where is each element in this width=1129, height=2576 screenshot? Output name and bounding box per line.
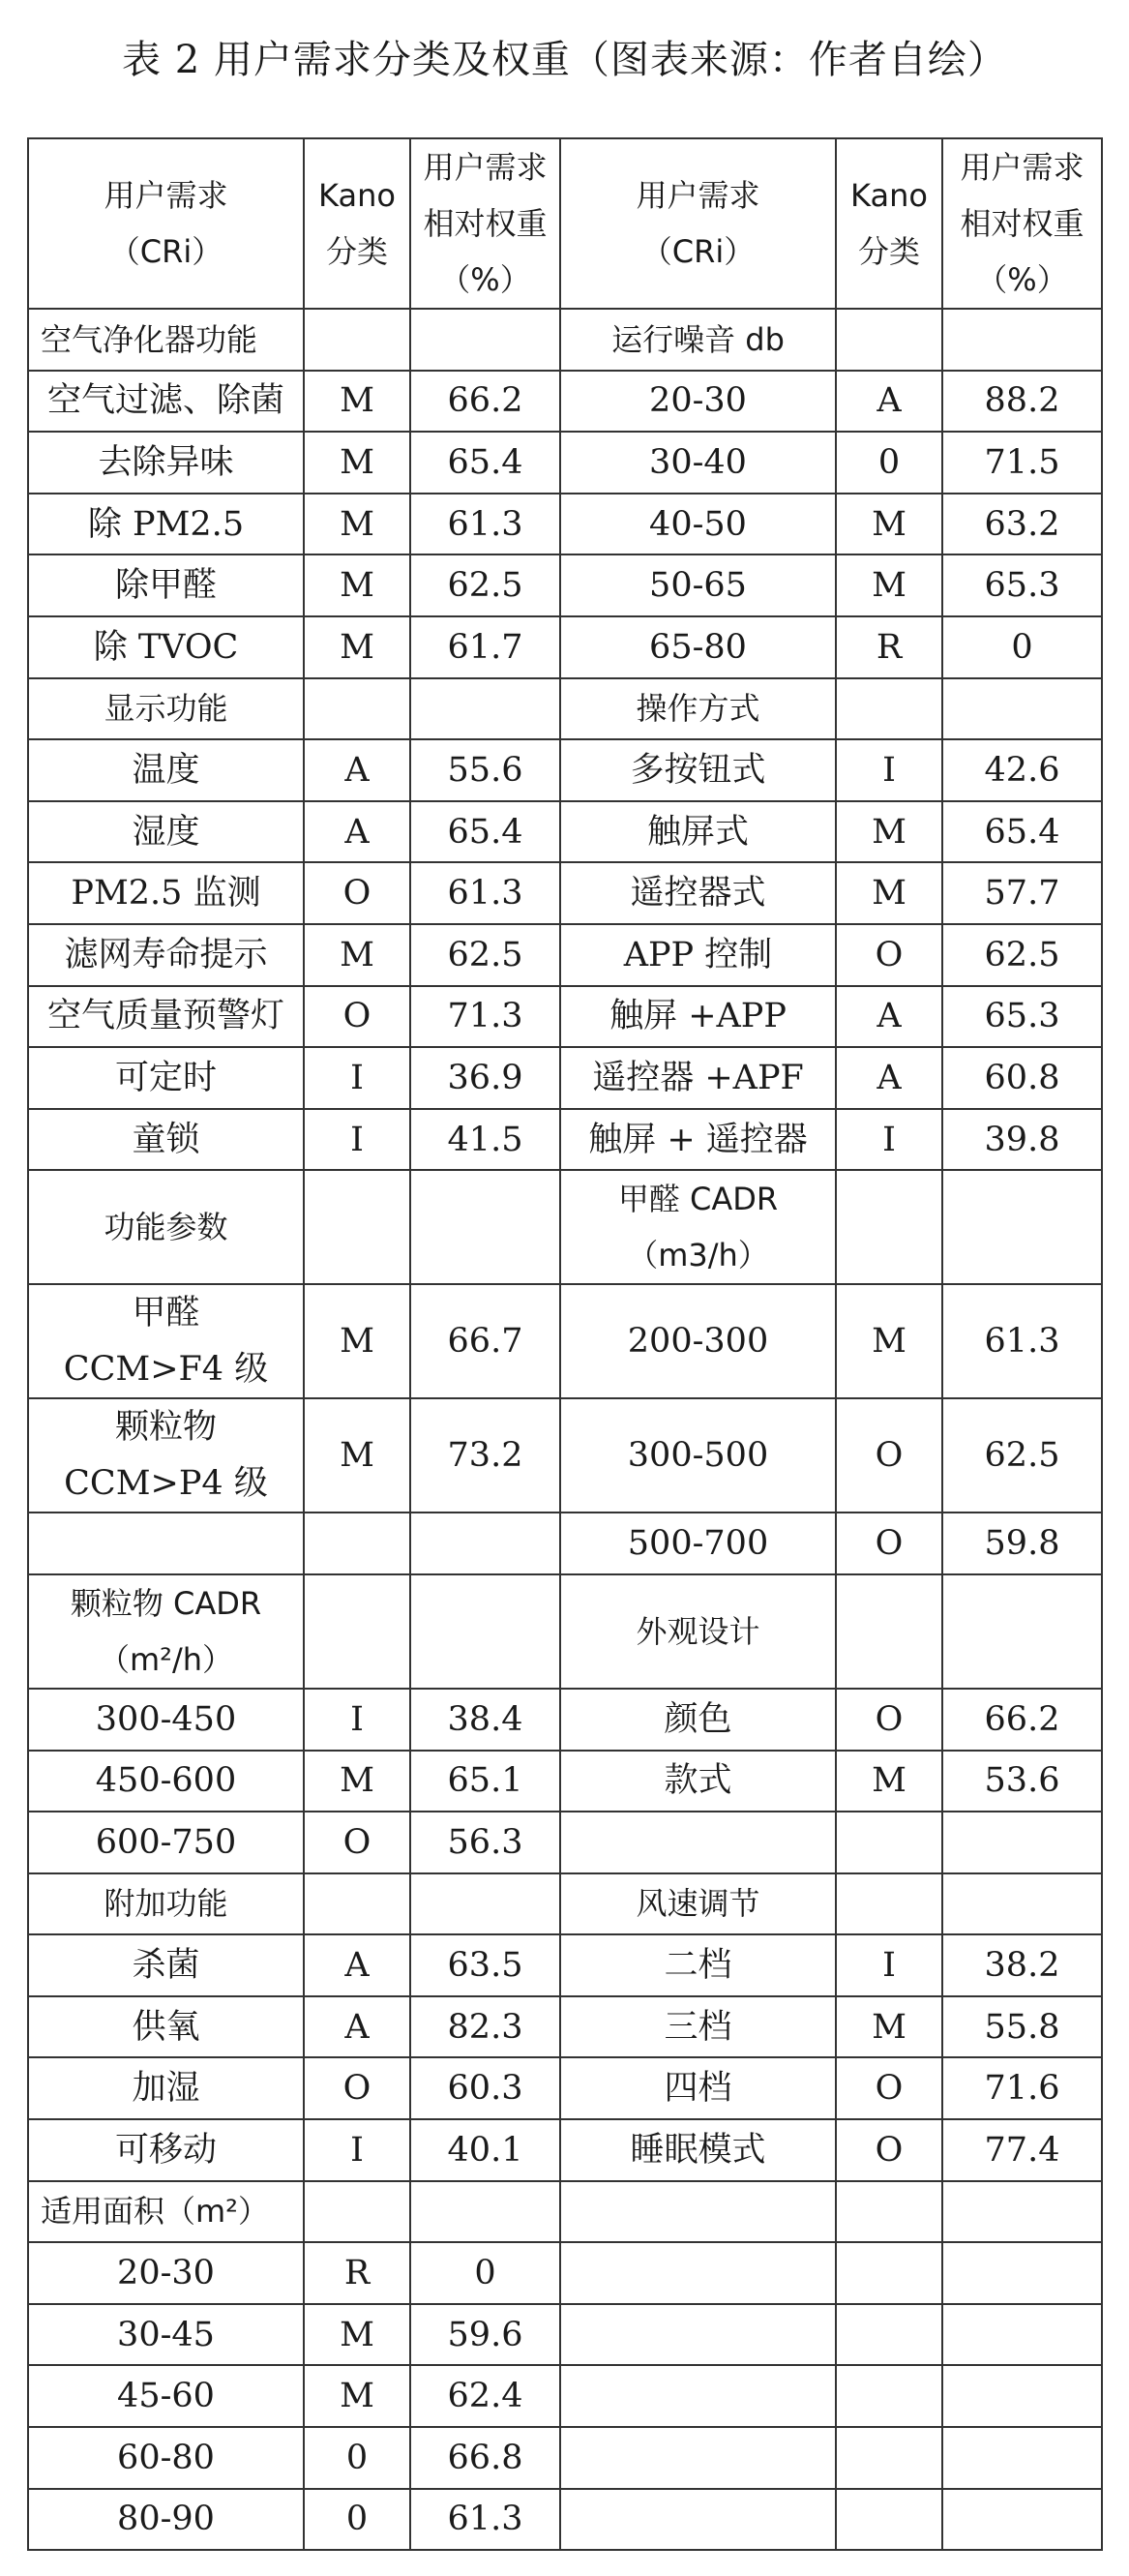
table-cell: M bbox=[836, 801, 942, 863]
table-cell: 颜色 bbox=[560, 1689, 836, 1751]
table-cell: 加湿 bbox=[28, 2057, 304, 2119]
table-cell: R bbox=[836, 616, 942, 678]
table-row bbox=[28, 801, 1102, 863]
table-cell bbox=[836, 1170, 942, 1284]
table-cell: M bbox=[836, 862, 942, 924]
table-cell: 73.2 bbox=[410, 1398, 560, 1513]
table-cell bbox=[942, 678, 1102, 740]
table-cell: I bbox=[836, 739, 942, 801]
table-row bbox=[28, 2427, 1102, 2489]
table-row bbox=[28, 1996, 1102, 2058]
table-cell: 66.2 bbox=[410, 371, 560, 433]
table-cell bbox=[304, 309, 410, 371]
table-cell: 53.6 bbox=[942, 1751, 1102, 1812]
table-cell: 睡眠模式 bbox=[560, 2119, 836, 2181]
table-cell bbox=[836, 1873, 942, 1935]
table-row bbox=[28, 1812, 1102, 1873]
table-cell: 空气过滤、除菌 bbox=[28, 371, 304, 433]
table-cell: 二档 bbox=[560, 1934, 836, 1996]
table-cell: 三档 bbox=[560, 1996, 836, 2058]
user-needs-kano-table bbox=[27, 137, 1103, 2551]
table-cell: 55.8 bbox=[942, 1996, 1102, 2058]
header-kano: Kano 分类 bbox=[836, 138, 942, 309]
table-cell: 71.5 bbox=[942, 432, 1102, 494]
table-cell: A bbox=[304, 1934, 410, 1996]
table-cell: 除 TVOC bbox=[28, 616, 304, 678]
table-cell: 65-80 bbox=[560, 616, 836, 678]
category-cell: 操作方式 bbox=[560, 678, 836, 740]
table-cell: 55.6 bbox=[410, 739, 560, 801]
table-cell bbox=[410, 2181, 560, 2243]
table-cell: O bbox=[836, 2057, 942, 2119]
table-cell: 65.4 bbox=[942, 801, 1102, 863]
table-cell: 0 bbox=[304, 2427, 410, 2489]
table-row bbox=[28, 371, 1102, 433]
table-cell bbox=[942, 309, 1102, 371]
table-cell bbox=[410, 309, 560, 371]
header-requirement: 用户需求 （CRi） bbox=[28, 138, 304, 309]
table-cell: 60.3 bbox=[410, 2057, 560, 2119]
table-cell bbox=[560, 2489, 836, 2551]
table-cell: I bbox=[836, 1109, 942, 1171]
table-row bbox=[28, 554, 1102, 616]
table-cell: A bbox=[836, 371, 942, 433]
table-cell: 82.3 bbox=[410, 1996, 560, 2058]
table-cell: 除甲醛 bbox=[28, 554, 304, 616]
header-row bbox=[28, 138, 1102, 309]
table-cell: 20-30 bbox=[560, 371, 836, 433]
table-cell: 0 bbox=[942, 616, 1102, 678]
table-cell: 62.5 bbox=[410, 554, 560, 616]
table-cell bbox=[836, 2365, 942, 2427]
table-row bbox=[28, 1513, 1102, 1574]
table-row bbox=[28, 1284, 1102, 1398]
table-cell: 触屏 +APP bbox=[560, 986, 836, 1048]
header-weight: 用户需求 相对权重 （%） bbox=[410, 138, 560, 309]
table-cell: 65.4 bbox=[410, 432, 560, 494]
table-cell: 59.8 bbox=[942, 1513, 1102, 1574]
table-cell: 60-80 bbox=[28, 2427, 304, 2489]
table-cell: 63.5 bbox=[410, 1934, 560, 1996]
category-cell: 功能参数 bbox=[28, 1170, 304, 1284]
table-cell: A bbox=[304, 1996, 410, 2058]
table-cell bbox=[942, 2365, 1102, 2427]
table-cell: 38.4 bbox=[410, 1689, 560, 1751]
table-cell: M bbox=[304, 371, 410, 433]
table-row bbox=[28, 1689, 1102, 1751]
table-cell: 200-300 bbox=[560, 1284, 836, 1398]
table-cell: O bbox=[836, 1398, 942, 1513]
table-row bbox=[28, 924, 1102, 986]
table-cell: 童锁 bbox=[28, 1109, 304, 1171]
table-cell: 450-600 bbox=[28, 1751, 304, 1812]
table-row bbox=[28, 432, 1102, 494]
table-row bbox=[28, 1109, 1102, 1171]
table-cell bbox=[836, 678, 942, 740]
table-cell: M bbox=[304, 494, 410, 555]
table-cell bbox=[410, 1873, 560, 1935]
table-cell: 触屏式 bbox=[560, 801, 836, 863]
table-row bbox=[28, 986, 1102, 1048]
table-cell bbox=[836, 1812, 942, 1873]
table-cell: O bbox=[836, 1513, 942, 1574]
table-cell: M bbox=[304, 432, 410, 494]
table-cell: M bbox=[836, 1751, 942, 1812]
header-kano: Kano 分类 bbox=[304, 138, 410, 309]
table-cell: 66.8 bbox=[410, 2427, 560, 2489]
table-cell: 62.5 bbox=[410, 924, 560, 986]
table-cell: 湿度 bbox=[28, 801, 304, 863]
table-cell bbox=[410, 678, 560, 740]
table-cell: O bbox=[304, 862, 410, 924]
table-cell: I bbox=[304, 2119, 410, 2181]
table-cell: R bbox=[304, 2242, 410, 2304]
table-cell: 去除异味 bbox=[28, 432, 304, 494]
table-cell bbox=[304, 1513, 410, 1574]
table-cell: 61.3 bbox=[410, 494, 560, 555]
table-cell bbox=[560, 2365, 836, 2427]
table-cell bbox=[942, 2427, 1102, 2489]
table-cell: APP 控制 bbox=[560, 924, 836, 986]
table-cell: 40-50 bbox=[560, 494, 836, 555]
table-cell: 61.3 bbox=[410, 862, 560, 924]
table-cell: 56.3 bbox=[410, 1812, 560, 1873]
table-cell bbox=[942, 1873, 1102, 1935]
table-cell bbox=[836, 2181, 942, 2243]
table-cell: 60.8 bbox=[942, 1047, 1102, 1109]
table-cell: 500-700 bbox=[560, 1513, 836, 1574]
table-row bbox=[28, 862, 1102, 924]
table-cell bbox=[560, 2242, 836, 2304]
category-cell: 甲醛 CADR （m3/h） bbox=[560, 1170, 836, 1284]
category-cell: 颗粒物 CADR （m²/h） bbox=[28, 1574, 304, 1689]
table-cell: 除 PM2.5 bbox=[28, 494, 304, 555]
table-cell: 四档 bbox=[560, 2057, 836, 2119]
table-row bbox=[28, 2119, 1102, 2181]
table-cell bbox=[304, 678, 410, 740]
table-cell bbox=[942, 2242, 1102, 2304]
table-cell: 65.4 bbox=[410, 801, 560, 863]
table-cell: 88.2 bbox=[942, 371, 1102, 433]
category-row bbox=[28, 309, 1102, 371]
table-cell bbox=[410, 1513, 560, 1574]
table-cell bbox=[410, 1574, 560, 1689]
table-cell: 80-90 bbox=[28, 2489, 304, 2551]
table-cell: M bbox=[304, 2304, 410, 2366]
table-cell bbox=[836, 2242, 942, 2304]
table-cell: I bbox=[836, 1934, 942, 1996]
table-cell: M bbox=[836, 1996, 942, 2058]
table-cell: 遥控器 +APF bbox=[560, 1047, 836, 1109]
table-cell: PM2.5 监测 bbox=[28, 862, 304, 924]
table-cell: O bbox=[836, 924, 942, 986]
table-cell bbox=[942, 2489, 1102, 2551]
table-cell: 66.2 bbox=[942, 1689, 1102, 1751]
table-cell: O bbox=[304, 986, 410, 1048]
table-cell: 遥控器式 bbox=[560, 862, 836, 924]
table-cell: M bbox=[836, 494, 942, 555]
table-cell: A bbox=[836, 986, 942, 1048]
table-cell: 空气质量预警灯 bbox=[28, 986, 304, 1048]
table-cell bbox=[560, 1812, 836, 1873]
table-cell: 颗粒物 CCM>P4 级 bbox=[28, 1398, 304, 1513]
table-cell: 71.6 bbox=[942, 2057, 1102, 2119]
table-row bbox=[28, 2304, 1102, 2366]
table-cell bbox=[560, 2427, 836, 2489]
table-cell: O bbox=[836, 1689, 942, 1751]
table-cell bbox=[942, 2304, 1102, 2366]
table-cell bbox=[836, 2304, 942, 2366]
table-row bbox=[28, 2489, 1102, 2551]
table-cell: M bbox=[304, 616, 410, 678]
table-cell: 30-45 bbox=[28, 2304, 304, 2366]
table-cell: 38.2 bbox=[942, 1934, 1102, 1996]
table-cell: 20-30 bbox=[28, 2242, 304, 2304]
table-cell: 300-450 bbox=[28, 1689, 304, 1751]
category-cell: 显示功能 bbox=[28, 678, 304, 740]
table-cell bbox=[942, 1574, 1102, 1689]
table-cell: 可移动 bbox=[28, 2119, 304, 2181]
table-row bbox=[28, 739, 1102, 801]
table-cell bbox=[942, 2181, 1102, 2243]
table-caption: 表 2 用户需求分类及权重（图表来源：作者自绘） bbox=[122, 38, 1007, 82]
table-cell: M bbox=[304, 924, 410, 986]
category-cell: 外观设计 bbox=[560, 1574, 836, 1689]
table-row bbox=[28, 1934, 1102, 1996]
table-row bbox=[28, 2365, 1102, 2427]
table-cell: 36.9 bbox=[410, 1047, 560, 1109]
table-cell: M bbox=[836, 1284, 942, 1398]
category-row bbox=[28, 1170, 1102, 1284]
table-cell: 39.8 bbox=[942, 1109, 1102, 1171]
table-cell: 杀菌 bbox=[28, 1934, 304, 1996]
table-row bbox=[28, 616, 1102, 678]
table-cell bbox=[560, 2181, 836, 2243]
table-cell bbox=[304, 1873, 410, 1935]
table-cell: 触屏 + 遥控器 bbox=[560, 1109, 836, 1171]
table-cell: 71.3 bbox=[410, 986, 560, 1048]
table-cell: 40.1 bbox=[410, 2119, 560, 2181]
category-cell: 空气净化器功能 bbox=[28, 309, 304, 371]
table-cell bbox=[836, 2427, 942, 2489]
table-cell: 甲醛 CCM>F4 级 bbox=[28, 1284, 304, 1398]
table-cell: 600-750 bbox=[28, 1812, 304, 1873]
table-cell: 0 bbox=[304, 2489, 410, 2551]
table-cell bbox=[560, 2304, 836, 2366]
category-row bbox=[28, 2181, 1102, 2243]
table-row bbox=[28, 494, 1102, 555]
table-row bbox=[28, 1398, 1102, 1513]
table-cell bbox=[304, 2181, 410, 2243]
table-cell: I bbox=[304, 1047, 410, 1109]
table-cell: 45-60 bbox=[28, 2365, 304, 2427]
table-cell: 77.4 bbox=[942, 2119, 1102, 2181]
table-cell: 65.1 bbox=[410, 1751, 560, 1812]
table-cell bbox=[304, 1574, 410, 1689]
table-cell bbox=[304, 1170, 410, 1284]
table-cell: 65.3 bbox=[942, 554, 1102, 616]
category-row bbox=[28, 1574, 1102, 1689]
table-cell bbox=[836, 1574, 942, 1689]
table-cell: 61.3 bbox=[410, 2489, 560, 2551]
category-cell: 运行噪音 db bbox=[560, 309, 836, 371]
table-cell: I bbox=[304, 1689, 410, 1751]
table-cell: 款式 bbox=[560, 1751, 836, 1812]
category-cell: 附加功能 bbox=[28, 1873, 304, 1935]
table-cell: 0 bbox=[410, 2242, 560, 2304]
table-cell: 41.5 bbox=[410, 1109, 560, 1171]
table-cell bbox=[836, 309, 942, 371]
table-cell bbox=[28, 1513, 304, 1574]
table-row bbox=[28, 2057, 1102, 2119]
table-cell: O bbox=[836, 2119, 942, 2181]
header-requirement: 用户需求 （CRi） bbox=[560, 138, 836, 309]
table-cell: 300-500 bbox=[560, 1398, 836, 1513]
table-cell: 57.7 bbox=[942, 862, 1102, 924]
table-cell: 滤网寿命提示 bbox=[28, 924, 304, 986]
table-cell: 供氧 bbox=[28, 1996, 304, 2058]
table-cell bbox=[942, 1170, 1102, 1284]
table-cell: O bbox=[304, 1812, 410, 1873]
table-cell: 66.7 bbox=[410, 1284, 560, 1398]
table-cell: 42.6 bbox=[942, 739, 1102, 801]
table-cell: 61.3 bbox=[942, 1284, 1102, 1398]
table-cell: M bbox=[304, 1751, 410, 1812]
table-cell: 50-65 bbox=[560, 554, 836, 616]
table-cell bbox=[836, 2489, 942, 2551]
table-cell: I bbox=[304, 1109, 410, 1171]
category-row bbox=[28, 678, 1102, 740]
table-cell: M bbox=[304, 1284, 410, 1398]
table-cell: 多按钮式 bbox=[560, 739, 836, 801]
category-cell: 适用面积（m²） bbox=[28, 2181, 304, 2243]
category-row bbox=[28, 1873, 1102, 1935]
table-cell: 59.6 bbox=[410, 2304, 560, 2366]
category-cell: 风速调节 bbox=[560, 1873, 836, 1935]
table-cell: M bbox=[304, 554, 410, 616]
table-cell: 可定时 bbox=[28, 1047, 304, 1109]
table-cell: A bbox=[836, 1047, 942, 1109]
table-row bbox=[28, 2242, 1102, 2304]
table-cell: M bbox=[836, 554, 942, 616]
table-cell: 65.3 bbox=[942, 986, 1102, 1048]
table-cell bbox=[410, 1170, 560, 1284]
table-cell: O bbox=[304, 2057, 410, 2119]
table-cell: M bbox=[304, 2365, 410, 2427]
table-cell: 62.4 bbox=[410, 2365, 560, 2427]
table-cell: 63.2 bbox=[942, 494, 1102, 555]
table-cell: 0 bbox=[836, 432, 942, 494]
table-cell: 温度 bbox=[28, 739, 304, 801]
table-row bbox=[28, 1047, 1102, 1109]
table-cell bbox=[942, 1812, 1102, 1873]
header-weight: 用户需求 相对权重 （%） bbox=[942, 138, 1102, 309]
table-cell: 30-40 bbox=[560, 432, 836, 494]
table-cell: M bbox=[304, 1398, 410, 1513]
table-cell: A bbox=[304, 801, 410, 863]
table-cell: 62.5 bbox=[942, 924, 1102, 986]
table-cell: 62.5 bbox=[942, 1398, 1102, 1513]
table-cell: 61.7 bbox=[410, 616, 560, 678]
table-cell: A bbox=[304, 739, 410, 801]
table-row bbox=[28, 1751, 1102, 1812]
